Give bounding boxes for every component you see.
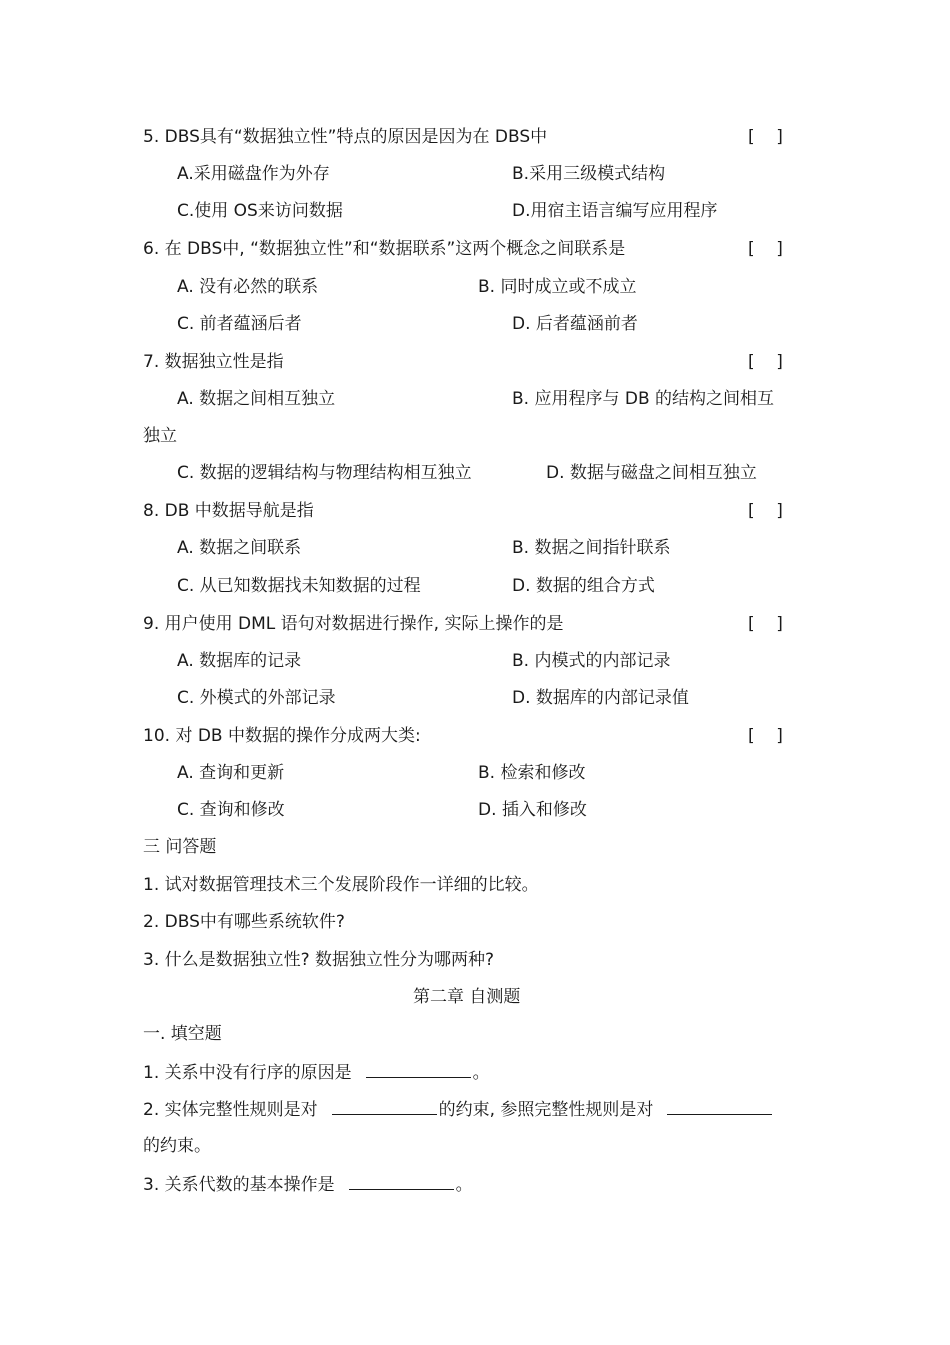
- fill-in-blank-1[interactable]: [366, 1061, 471, 1078]
- question-7-option-b-continued: 独立: [143, 426, 177, 446]
- fill-in-item-2-continued: 的约束。: [143, 1136, 211, 1156]
- question-7-option-b: B. 应用程序与 DB 的结构之间相互: [512, 389, 775, 409]
- question-8-option-c: C. 从已知数据找未知数据的过程: [177, 576, 421, 596]
- question-7-option-c: C. 数据的逻辑结构与物理结构相互独立: [177, 463, 472, 483]
- qa-item-3: 3. 什么是数据独立性? 数据独立性分为哪两种?: [143, 950, 495, 970]
- question-5-option-d: D.用宿主语言编写应用程序: [512, 201, 718, 221]
- question-6-answer-bracket: [ ]: [748, 239, 783, 259]
- question-6-option-d: D. 后者蕴涵前者: [512, 314, 638, 334]
- fill-in-item-2-middle: 的约束, 参照完整性规则是对: [438, 1100, 654, 1120]
- question-8-option-a: A. 数据之间联系: [177, 538, 302, 558]
- question-9-option-b: B. 内模式的内部记录: [512, 651, 671, 671]
- question-8-option-b: B. 数据之间指针联系: [512, 538, 671, 558]
- question-5-option-b: B.采用三级模式结构: [512, 164, 666, 184]
- fill-in-item-2: [143, 1098, 774, 1121]
- question-9-answer-bracket: [ ]: [748, 614, 783, 634]
- question-10-stem: 10. 对 DB 中数据的操作分成两大类:: [143, 726, 421, 746]
- chapter-2-title: 第二章 自测题: [413, 987, 521, 1007]
- fill-in-item-3: [143, 1173, 473, 1196]
- section-3-heading: 三 问答题: [143, 837, 217, 857]
- question-6-option-a: A. 没有必然的联系: [177, 277, 319, 297]
- question-6-stem: 6. 在 DBS中, “数据独立性”和“数据联系”这两个概念之间联系是: [143, 239, 626, 259]
- question-7-stem: 7. 数据独立性是指: [143, 352, 284, 372]
- question-7-option-d: D. 数据与磁盘之间相互独立: [546, 463, 757, 483]
- question-9-option-d: D. 数据库的内部记录值: [512, 688, 689, 708]
- question-8-stem: 8. DB 中数据导航是指: [143, 501, 314, 521]
- question-10-option-b: B. 检索和修改: [478, 763, 586, 783]
- question-7-option-a: A. 数据之间相互独立: [177, 389, 336, 409]
- fill-in-blank-2a[interactable]: [332, 1098, 437, 1115]
- question-9-stem: 9. 用户使用 DML 语句对数据进行操作, 实际上操作的是: [143, 614, 564, 634]
- fill-in-item-1-suffix: 。: [472, 1063, 490, 1083]
- fill-in-blank-2b[interactable]: [667, 1098, 772, 1115]
- question-10-option-a: A. 查询和更新: [177, 763, 285, 783]
- question-10-option-d: D. 插入和修改: [478, 800, 587, 820]
- question-9-option-c: C. 外模式的外部记录: [177, 688, 336, 708]
- question-6-option-c: C. 前者蕴涵后者: [177, 314, 302, 334]
- question-8-option-d: D. 数据的组合方式: [512, 576, 655, 596]
- question-9-option-a: A. 数据库的记录: [177, 651, 302, 671]
- question-5-option-c: C.使用 OS来访问数据: [177, 201, 343, 221]
- question-10-answer-bracket: [ ]: [748, 726, 783, 746]
- fill-in-blank-3[interactable]: [349, 1173, 454, 1190]
- qa-item-1: 1. 试对数据管理技术三个发展阶段作一详细的比较。: [143, 875, 539, 895]
- fill-in-item-3-text: 3. 关系代数的基本操作是: [143, 1175, 335, 1195]
- fill-in-item-1-text: 1. 关系中没有行序的原因是: [143, 1063, 352, 1083]
- qa-item-2: 2. DBS中有哪些系统软件?: [143, 912, 345, 932]
- question-10-option-c: C. 查询和修改: [177, 800, 285, 820]
- fill-in-item-2-text: 2. 实体完整性规则是对: [143, 1100, 318, 1120]
- fill-in-section-heading: 一. 填空题: [143, 1024, 222, 1044]
- question-6-option-b: B. 同时成立或不成立: [478, 277, 637, 297]
- fill-in-item-3-suffix: 。: [455, 1175, 473, 1195]
- question-7-answer-bracket: [ ]: [748, 352, 783, 372]
- question-5-stem: 5. DBS具有“数据独立性”特点的原因是因为在 DBS中: [143, 127, 548, 147]
- fill-in-item-1: [143, 1061, 490, 1084]
- question-8-answer-bracket: [ ]: [748, 501, 783, 521]
- question-5-answer-bracket: [ ]: [748, 127, 783, 147]
- question-5-option-a: A.采用磁盘作为外存: [177, 164, 330, 184]
